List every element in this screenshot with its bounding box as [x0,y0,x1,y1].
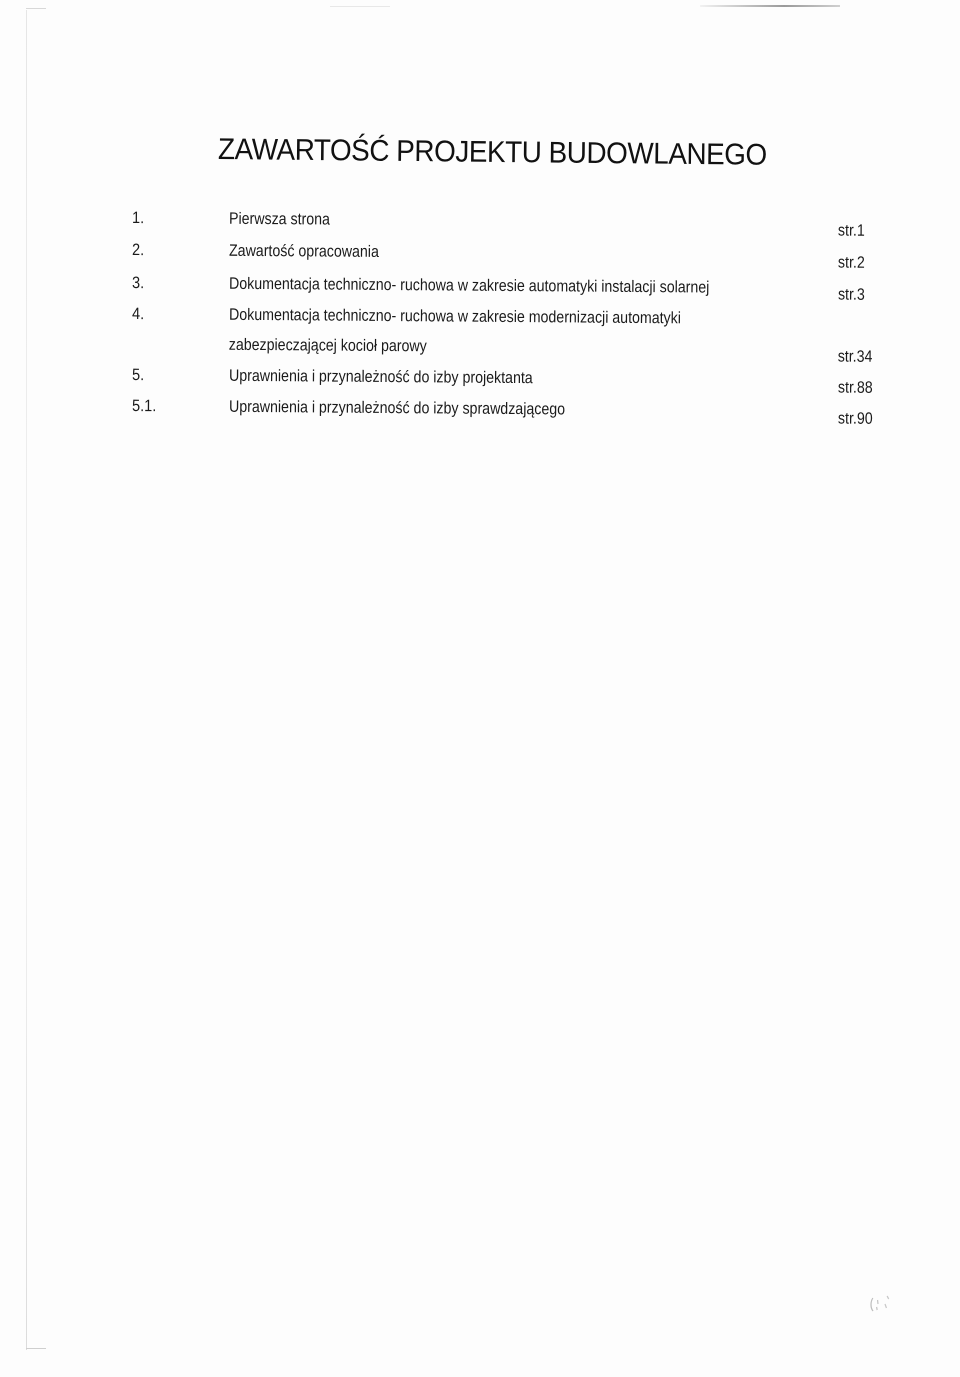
toc-item-number: 3. [131,274,145,293]
toc-item [132,241,892,277]
page-title: ZAWARTOŚĆ PROJEKTU BUDOWLANEGO [217,133,767,172]
toc-item-number: 2. [131,241,145,260]
toc-item [132,397,892,433]
toc-item-title: Dokumentacja techniczno- ruchowa w zakresie automatyki instalacji solarnej [228,274,710,297]
scan-smudge-mark [866,1292,899,1316]
toc-item [132,209,892,245]
toc-item-number: 4. [131,305,145,324]
toc-item [132,366,892,402]
toc-item-number: 1. [131,209,145,228]
toc-item [132,274,892,310]
toc-item-number: 5.1. [131,397,157,416]
toc-item-title: Zawartość opracowania [228,241,379,261]
scan-edge-bottom [26,1348,46,1349]
table-of-contents [0,0,960,450]
toc-item-title-continuation: zabezpieczającej kocioł parowy [228,335,427,356]
smudge-icon [866,1292,899,1316]
toc-item-title: Pierwsza strona [228,209,331,229]
toc-item-page: str.2 [837,253,865,272]
toc-item-title: Dokumentacja techniczno- ruchowa w zakresie modernizacji automatyki [228,305,682,328]
toc-item-title: Uprawnienia i przynależność do izby sprawdzającego [228,397,566,419]
toc-item-number: 5. [131,366,145,385]
toc-item-title: Uprawnienia i przynależność do izby projektanta [228,366,533,388]
toc-item-page: str.1 [837,221,865,240]
toc-item-page: str.90 [837,409,873,428]
toc-item-page: str.34 [837,347,873,366]
toc-item [131,305,892,366]
toc-item-page: str.3 [837,285,865,304]
toc-item-page: str.88 [837,378,873,397]
